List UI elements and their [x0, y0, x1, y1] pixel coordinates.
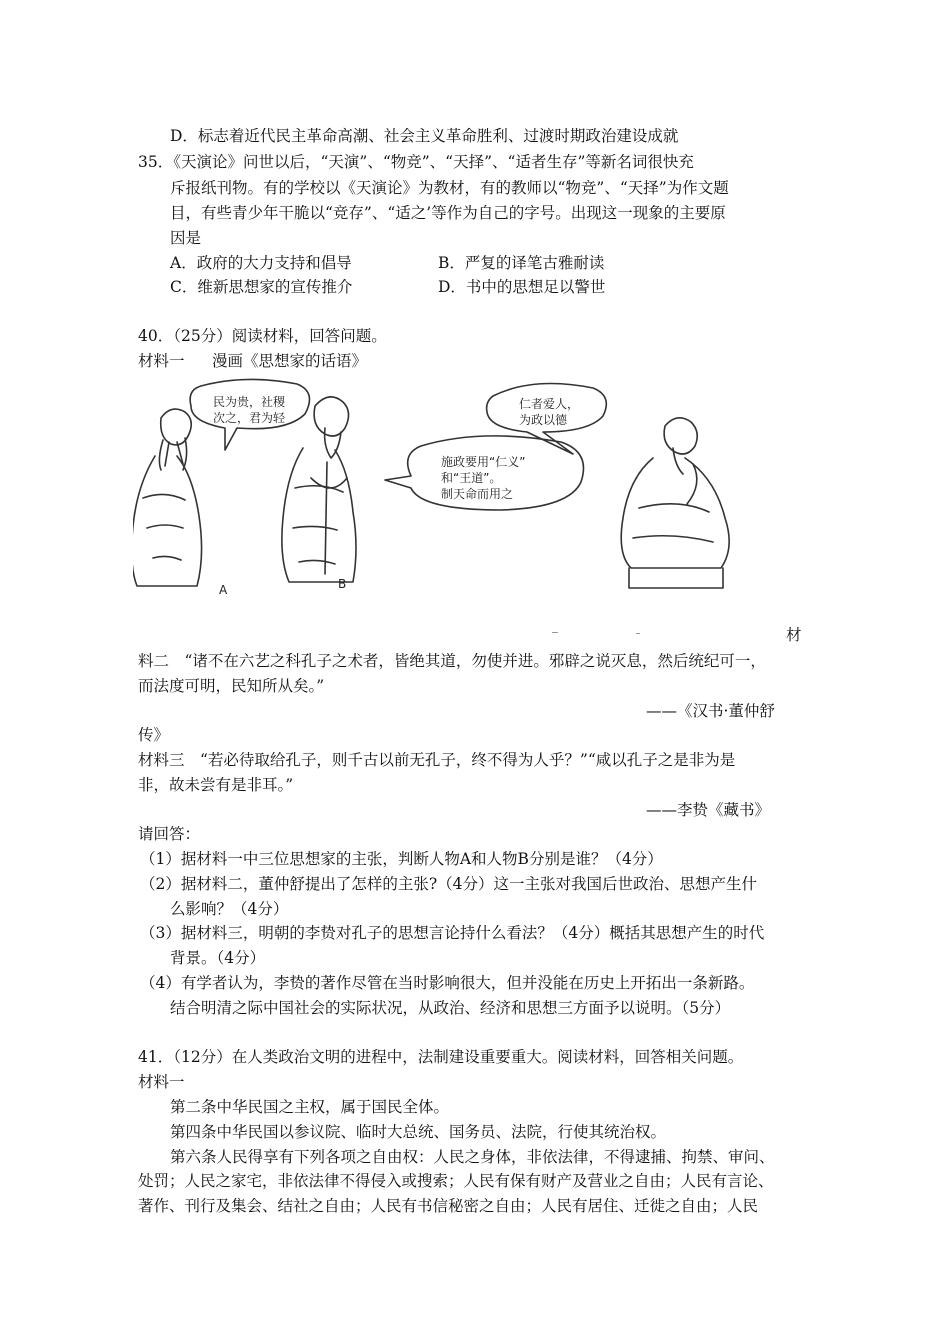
q40-material2-line1: 料二 “诸不在六艺之科孔子之术者，皆绝其道，勿使并进。邪辟之说灭息，然后统纪可一， [138, 652, 766, 670]
bubble-b-line3: 制天命而用之 [441, 487, 514, 501]
q35-option-c: C．维新思想家的宣传推介 [170, 278, 353, 296]
q40-sub4-line1: （4）有学者认为，李贽的著作尽管在当时影响很大，但并没能在历史上开拓出一条新路。 [140, 974, 755, 992]
scan-speck [636, 633, 640, 634]
q40-material2-head: 材 [786, 626, 802, 644]
q40-material2-line2: 而法度可明，民知所从矣。” [138, 677, 325, 695]
q41-article6-line3: 著作、刊行及集会、结社之自由；人民有书信秘密之自由；人民有居住、迁徙之自由；人民 [138, 1197, 759, 1215]
q35-stem-line2: 斥报纸刊物。有的学校以《天演论》为教材，有的教师以“物竞”、“天择”为作文题 [170, 179, 729, 197]
bubble-a-line2: 次之，君为轻 [213, 411, 286, 425]
q40-header: 40．（25分）阅读材料，回答问题。 [138, 327, 387, 345]
q41-header: 41．（12分）在人类政治文明的进程中，法制建设重要重大。阅读材料，回答相关问题。 [138, 1048, 744, 1066]
figure-b [282, 397, 356, 582]
q34-option-d: D．标志着近代民主革命高潮、社会主义革命胜利、过渡时期政治建设成就 [170, 127, 679, 145]
q35-stem-line3: 目，有些青少年干脆以“竞存”、“适之’等作为自己的字号。出现这一现象的主要原 [170, 204, 726, 222]
q35-option-a: A．政府的大力支持和倡导 [170, 254, 352, 272]
figure-a [133, 409, 202, 586]
q35-stem-line1: 35．《天演论》问世以后，“天演”、“物竞”、“天择”、“适者生存”等新名词很快充 [138, 153, 694, 171]
q40-material3-source: ——李贽《藏书》 [646, 801, 771, 819]
q40-material2-source2: 传》 [138, 726, 170, 744]
figure-b-label: B [338, 577, 347, 591]
q40-sub2-line2: 么影响？（4分） [170, 900, 289, 918]
thinkers-cartoon [133, 378, 793, 600]
q41-article4: 第四条中华民国以参议院、临时大总统、国务员、法院，行使其统治权。 [170, 1123, 667, 1141]
q40-sub2-line1: （2）据材料二，董仲舒提出了怎样的主张?（4分）这一主张对我国后世政治、思想产生什 [140, 875, 758, 893]
q40-material3-line1: 材料三 “若必待取给孔子，则千古以前无孔子，终不得为人乎？”“咸以孔子之是非为是 [138, 751, 736, 769]
figure-a-label: A [219, 583, 228, 597]
q41-article6-line1: 第六条人民得享有下列各项之自由权：人民之身体，非依法律，不得逮捕、拘禁、审问、 [170, 1148, 775, 1166]
q40-sub3-line1: （3）据材料三，明朝的李贽对孔子的思想言论持什么看法？（4分）概括其思想产生的时代 [140, 924, 765, 942]
q40-material3-line2: 非，故未尝有是非耳。” [138, 776, 294, 794]
q40-sub1: （1）据材料一中三位思想家的主张，判断人物A和人物B分别是谁？（4分） [140, 850, 663, 868]
q40-material2-source1: ——《汉书·董仲舒 [646, 702, 775, 720]
scan-speck [552, 632, 558, 633]
q35-option-b: B．严复的译笔古雅耐读 [438, 254, 605, 272]
bubble-c-line2: 为政以德 [519, 413, 568, 427]
q40-ask: 请回答： [138, 825, 201, 843]
bubble-b-line1: 施政要用“仁义” [441, 455, 526, 469]
q40-material1-label: 材料一 [138, 352, 185, 370]
q41-article6-line2: 处罚；人民之家宅，非依法律不得侵入或搜索；人民有保有财产及营业之自由；人民有言论、 [138, 1172, 774, 1190]
bubble-a-line1: 民为贵，社稷 [213, 395, 286, 409]
q40-sub3-line2: 背景。（4分） [170, 949, 266, 967]
q35-stem-line4: 因是 [170, 229, 202, 247]
q35-option-d: D．书中的思想足以警世 [438, 278, 606, 296]
q41-material1-label: 材料一 [138, 1073, 185, 1091]
q40-material1-title: 漫画《思想家的话语》 [212, 352, 368, 370]
figure-c [621, 418, 729, 588]
q41-article2: 第二条中华民国之主权，属于国民全体。 [170, 1098, 450, 1116]
bubble-c-line1: 仁者爱人， [519, 397, 580, 411]
bubble-b-line2: 和“王道”。 [441, 471, 502, 485]
q40-sub4-line2: 结合明清之际中国社会的实际状况，从政治、经济和思想三方面予以说明。（5分） [170, 999, 731, 1017]
